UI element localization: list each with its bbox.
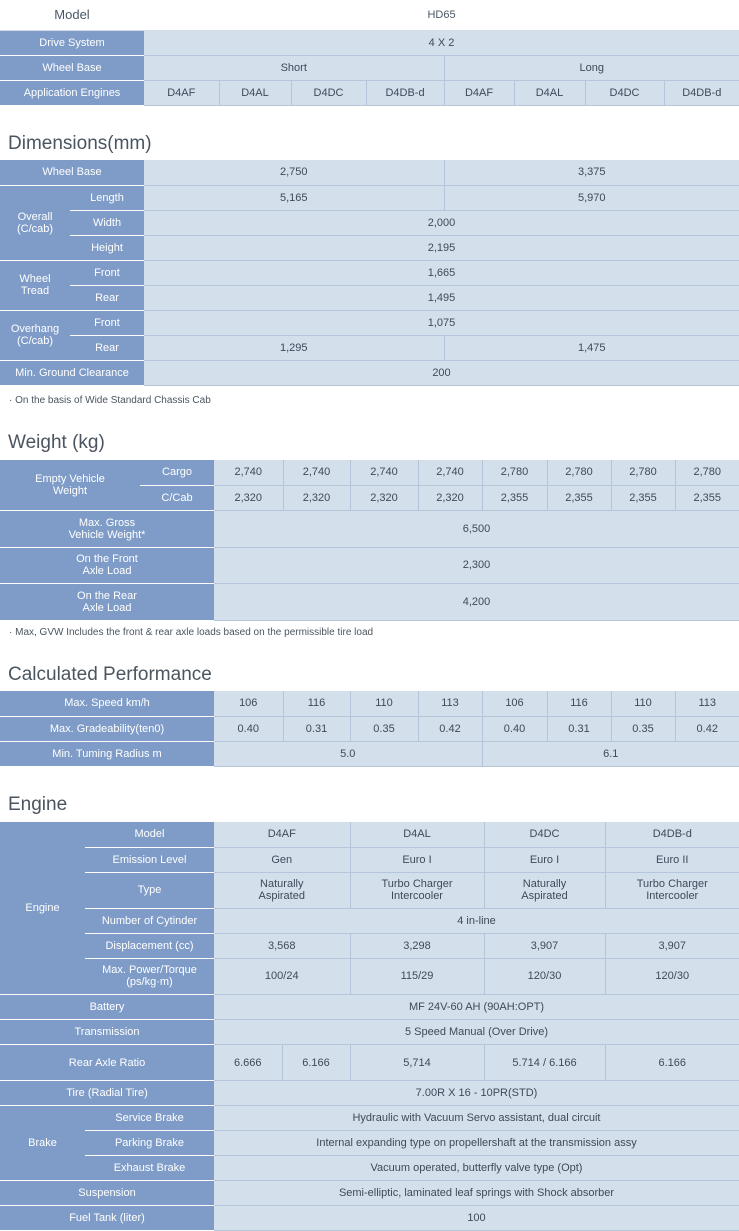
- axle-ratio-cell: 6.166: [282, 1045, 350, 1081]
- ccab-cell: 2,355: [482, 485, 547, 510]
- overhang-rear-label: Rear: [70, 335, 144, 360]
- overhang-label: Overhang (C/cab): [0, 310, 70, 360]
- clearance-label: Min. Ground Clearance: [0, 360, 144, 385]
- overhang-rear-long: 1,475: [444, 335, 739, 360]
- displacement-cell: 3,298: [350, 933, 484, 958]
- speed-cell: 106: [214, 691, 283, 716]
- drive-system-label: Drive System: [0, 30, 144, 55]
- cargo-cell: 2,740: [214, 460, 283, 485]
- wheelbase-label: Wheel Base: [0, 55, 144, 80]
- ccab-cell: 2,320: [283, 485, 350, 510]
- suspension-value: Semi-elliptic, laminated leaf springs with Shock absorber: [214, 1181, 739, 1206]
- grade-cell: 0.42: [675, 716, 739, 741]
- rear-axle-value: 4,200: [214, 583, 739, 620]
- type-label: Type: [85, 872, 214, 908]
- service-brake-value: Hydraulic with Vacuum Servo assistant, dual circuit: [214, 1106, 739, 1131]
- width-label: Width: [70, 210, 144, 235]
- overhang-rear-short: 1,295: [144, 335, 444, 360]
- power-cell: 120/30: [605, 958, 739, 994]
- speed-cell: 110: [611, 691, 675, 716]
- fuel-tank-label: Fuel Tank (liter): [0, 1206, 214, 1231]
- cylinder-label: Number of Cytinder: [85, 908, 214, 933]
- tread-rear-value: 1,495: [144, 285, 739, 310]
- type-cell: Turbo Charger Intercooler: [350, 872, 484, 908]
- dim-wheelbase-label: Wheel Base: [0, 160, 144, 185]
- tread-label: Wheel Tread: [0, 260, 70, 310]
- exhaust-brake-label: Exhaust Brake: [85, 1156, 214, 1181]
- cargo-cell: 2,780: [547, 460, 611, 485]
- engine-cell: D4AF: [444, 80, 514, 105]
- overhang-front-label: Front: [70, 310, 144, 335]
- displacement-label: Displacement (cc): [85, 933, 214, 958]
- dimensions-note: · On the basis of Wide Standard Chassis Cab: [9, 395, 211, 406]
- grade-cell: 0.35: [611, 716, 675, 741]
- cargo-cell: 2,740: [418, 460, 482, 485]
- engine-cell: D4AF: [144, 80, 219, 105]
- fuel-tank-value: 100: [214, 1206, 739, 1231]
- clearance-value: 200: [144, 360, 739, 385]
- performance-table: [0, 691, 739, 767]
- cargo-cell: 2,740: [283, 460, 350, 485]
- cargo-cell: 2,780: [482, 460, 547, 485]
- dimensions-title: Dimensions(mm): [8, 133, 152, 154]
- tire-label: Tire (Radial Tire): [0, 1081, 214, 1106]
- speed-cell: 106: [482, 691, 547, 716]
- gvw-value: 6,500: [214, 510, 739, 547]
- emission-cell: Euro I: [484, 847, 605, 872]
- ccab-cell: 2,320: [350, 485, 418, 510]
- cargo-label: Cargo: [140, 460, 214, 485]
- grade-cell: 0.40: [214, 716, 283, 741]
- engine-cell: D4DC: [291, 80, 366, 105]
- speed-cell: 110: [350, 691, 418, 716]
- grade-cell: 0.31: [283, 716, 350, 741]
- grade-cell: 0.40: [482, 716, 547, 741]
- engine-model-cell: D4AF: [214, 822, 350, 847]
- dim-wheelbase-short: 2,750: [144, 160, 444, 185]
- engine-cell: D4DB-d: [366, 80, 444, 105]
- drive-system-value: 4 X 2: [144, 30, 739, 55]
- engine-table: [0, 822, 739, 1231]
- dimensions-table: [0, 160, 739, 386]
- exhaust-brake-value: Vacuum operated, butterfly valve type (Opt): [214, 1156, 739, 1181]
- wheelbase-short: Short: [144, 55, 444, 80]
- axle-ratio-cell: 6.666: [214, 1045, 282, 1081]
- cargo-cell: 2,780: [611, 460, 675, 485]
- emission-label: Emission Level: [85, 847, 214, 872]
- rear-axle-label: On the Rear Axle Load: [0, 583, 214, 620]
- grade-cell: 0.35: [350, 716, 418, 741]
- width-value: 2,000: [144, 210, 739, 235]
- radius-label: Min. Tuming Radius m: [0, 741, 214, 766]
- ccab-cell: 2,355: [675, 485, 739, 510]
- ccab-cell: 2,355: [547, 485, 611, 510]
- service-brake-label: Service Brake: [85, 1106, 214, 1131]
- power-cell: 100/24: [214, 958, 350, 994]
- ccab-label: C/Cab: [140, 485, 214, 510]
- suspension-label: Suspension: [0, 1181, 214, 1206]
- tire-value: 7.00R X 16 - 10PR(STD): [214, 1081, 739, 1106]
- model-value: HD65: [144, 0, 739, 30]
- gvw-label: Max. Gross Vehicle Weight*: [0, 510, 214, 547]
- battery-label: Battery: [0, 995, 214, 1020]
- weight-title: Weight (kg): [8, 432, 105, 453]
- empty-weight-label: Empty Vehicle Weight: [0, 460, 140, 510]
- axle-ratio-cell: 6.166: [605, 1045, 739, 1081]
- parking-brake-label: Parking Brake: [85, 1131, 214, 1156]
- emission-cell: Euro II: [605, 847, 739, 872]
- engine-cell: D4AL: [219, 80, 291, 105]
- engine-model-cell: D4AL: [350, 822, 484, 847]
- weight-table: [0, 460, 739, 621]
- speed-cell: 113: [418, 691, 482, 716]
- displacement-cell: 3,907: [484, 933, 605, 958]
- axle-ratio-cell: 5.714 / 6.166: [484, 1045, 605, 1081]
- wheelbase-long: Long: [444, 55, 739, 80]
- ccab-cell: 2,355: [611, 485, 675, 510]
- tread-front-value: 1,665: [144, 260, 739, 285]
- engine-model-cell: D4DC: [484, 822, 605, 847]
- radius-short: 5.0: [214, 741, 482, 766]
- cargo-cell: 2,740: [350, 460, 418, 485]
- length-long: 5,970: [444, 185, 739, 210]
- engine-model-cell: D4DB-d: [605, 822, 739, 847]
- length-label: Length: [70, 185, 144, 210]
- front-axle-value: 2,300: [214, 547, 739, 583]
- overhang-front-value: 1,075: [144, 310, 739, 335]
- front-axle-label: On the Front Axle Load: [0, 547, 214, 583]
- grade-label: Max. Gradeability(ten0): [0, 716, 214, 741]
- speed-cell: 116: [547, 691, 611, 716]
- power-cell: 115/29: [350, 958, 484, 994]
- emission-cell: Gen: [214, 847, 350, 872]
- displacement-cell: 3,568: [214, 933, 350, 958]
- emission-cell: Euro I: [350, 847, 484, 872]
- speed-cell: 113: [675, 691, 739, 716]
- ccab-cell: 2,320: [214, 485, 283, 510]
- engine-cell: D4AL: [514, 80, 585, 105]
- engine-cell: D4DC: [585, 80, 664, 105]
- speed-label: Max. Speed km/h: [0, 691, 214, 716]
- tread-rear-label: Rear: [70, 285, 144, 310]
- brake-label: Brake: [0, 1106, 85, 1181]
- type-cell: Naturally Aspirated: [484, 872, 605, 908]
- grade-cell: 0.42: [418, 716, 482, 741]
- transmission-label: Transmission: [0, 1020, 214, 1045]
- tread-front-label: Front: [70, 260, 144, 285]
- engine-cell: D4DB-d: [664, 80, 739, 105]
- engine-group-label: Engine: [0, 822, 85, 995]
- engines-label: Application Engines: [0, 80, 144, 105]
- radius-long: 6.1: [482, 741, 739, 766]
- height-label: Height: [70, 235, 144, 260]
- displacement-cell: 3,907: [605, 933, 739, 958]
- type-cell: Naturally Aspirated: [214, 872, 350, 908]
- overall-label: Overall (C/cab): [0, 185, 70, 260]
- parking-brake-value: Internal expanding type on propellershaft at the transmission assy: [214, 1131, 739, 1156]
- axle-ratio-label: Rear Axle Ratio: [0, 1045, 214, 1081]
- axle-ratio-cell: 5,714: [350, 1045, 484, 1081]
- transmission-value: 5 Speed Manual (Over Drive): [214, 1020, 739, 1045]
- model-label: Model: [0, 0, 144, 30]
- engine-title: Engine: [8, 794, 68, 815]
- battery-value: MF 24V-60 AH (90AH:OPT): [214, 995, 739, 1020]
- header-table: [0, 0, 739, 106]
- ccab-cell: 2,320: [418, 485, 482, 510]
- height-value: 2,195: [144, 235, 739, 260]
- power-label: Max. Power/Torque (ps/kg·m): [85, 958, 214, 994]
- length-short: 5,165: [144, 185, 444, 210]
- performance-title: Calculated Performance: [8, 664, 212, 685]
- speed-cell: 116: [283, 691, 350, 716]
- grade-cell: 0.31: [547, 716, 611, 741]
- engine-model-label: Model: [85, 822, 214, 847]
- cylinder-value: 4 in-line: [214, 908, 739, 933]
- power-cell: 120/30: [484, 958, 605, 994]
- weight-note: · Max, GVW Includes the front & rear axle loads based on the permissible tire load: [9, 627, 374, 638]
- dim-wheelbase-long: 3,375: [444, 160, 739, 185]
- type-cell: Turbo Charger Intercooler: [605, 872, 739, 908]
- cargo-cell: 2,780: [675, 460, 739, 485]
